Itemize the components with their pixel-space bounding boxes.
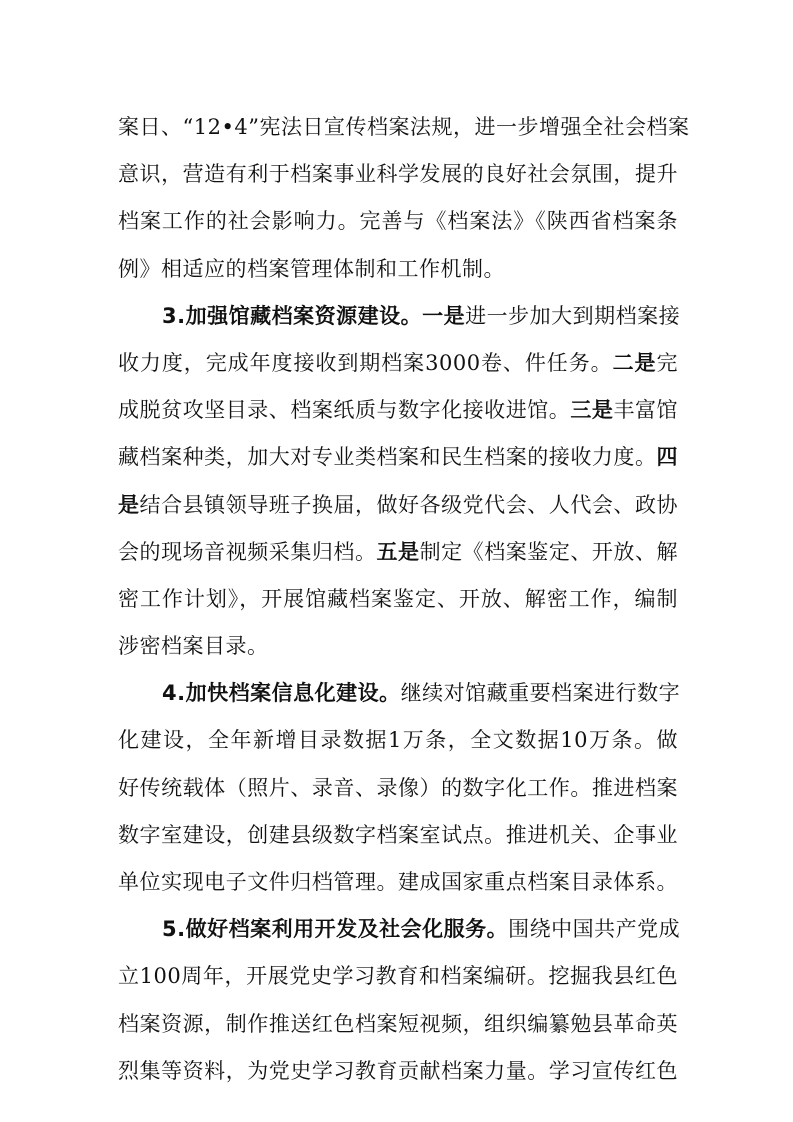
body-text: 结合县镇领导班子换届，做好各级党代会、人代会、政协 (139, 492, 679, 517)
body-text: 涉密档案目录。 (118, 634, 269, 659)
text-line (118, 812, 678, 859)
bold-text: 是 (118, 492, 140, 517)
text-line (118, 765, 678, 812)
body-text: 意识，营造有利于档案事业科学发展的良好社会氛围，提升 (118, 162, 678, 187)
bold-text: 二是 (612, 350, 657, 375)
text-line (118, 246, 678, 293)
text-line (118, 953, 678, 1000)
body-text: 藏档案种类，加大对专业类档案和民生档案的接收力度。 (118, 445, 657, 470)
text-line (118, 623, 678, 670)
body-text: 围绕中国共产党成 (508, 917, 681, 942)
text-line (118, 906, 681, 953)
body-text: 完 (656, 350, 678, 375)
bold-text: 五是 (376, 539, 420, 564)
body-text: 密工作计划》，开展馆藏档案鉴定、开放、解密工作，编制 (118, 586, 678, 611)
text-line (118, 1001, 678, 1048)
bold-text: 四 (656, 445, 678, 470)
body-text: 单位实现电子文件归档管理。建成国家重点档案目录体系。 (118, 870, 678, 894)
bold-text: 4.加快档案信息化建设。 (162, 681, 401, 706)
body-text: 化建设，全年新增目录数据1万条，全文数据10万条。做 (118, 728, 678, 753)
text-line (118, 529, 678, 576)
body-text: 丰富馆 (613, 398, 679, 423)
body-text: 档案资源，制作推送红色档案短视频，组织编纂勉县革命英 (118, 1011, 678, 1036)
text-line (118, 717, 678, 764)
body-text: 继续对馆藏重要档案进行数字 (400, 681, 681, 706)
text-line (118, 293, 681, 340)
body-text: 档案工作的社会影响力。完善与《档案法》《陕西省档案条 (118, 209, 678, 234)
text-line (118, 576, 678, 623)
body-text: 会的现场音视频采集归档。 (118, 539, 377, 564)
text-line (118, 1048, 678, 1095)
text-line (118, 670, 681, 717)
body-text: 制定《档案鉴定、开放、解 (419, 539, 679, 564)
text-line (118, 340, 678, 387)
body-text: 例》相适应的档案管理体制和工作机制。 (118, 256, 505, 281)
text-line (118, 859, 678, 906)
text-line (118, 434, 678, 481)
text-line (118, 104, 690, 151)
body-text: 案日、“12•4”宪法日宣传档案法规，进一步增强全社会档案 (118, 115, 690, 139)
text-line (118, 151, 678, 198)
bold-text: 5.做好档案利用开发及社会化服务。 (162, 917, 509, 942)
body-text: 烈集等资料，为党史学习教育贡献档案力量。学习宣传红色 (118, 1058, 678, 1083)
text-line (118, 482, 678, 529)
bold-text: 3.加强馆藏档案资源建设。 (162, 303, 423, 328)
body-text: 数字室建设，创建县级数字档案室试点。推进机关、企事业 (118, 822, 678, 847)
body-text: 收力度，完成年度接收到期档案3000卷、件任务。 (118, 350, 613, 375)
text-line (118, 387, 678, 434)
body-text: 好传统载体（照片、录音、录像）的数字化工作。推进档案 (118, 775, 678, 800)
body-text: 进一步加大到期档案接 (465, 303, 681, 328)
bold-text: 三是 (570, 398, 614, 423)
body-text: 成脱贫攻坚目录、档案纸质与数字化接收进馆。 (118, 398, 571, 423)
document-body (118, 104, 690, 1095)
text-line (118, 198, 678, 245)
body-text: 立100周年，开展党史学习教育和档案编研。挖掘我县红色 (118, 964, 678, 989)
bold-text: 一是 (422, 303, 466, 328)
